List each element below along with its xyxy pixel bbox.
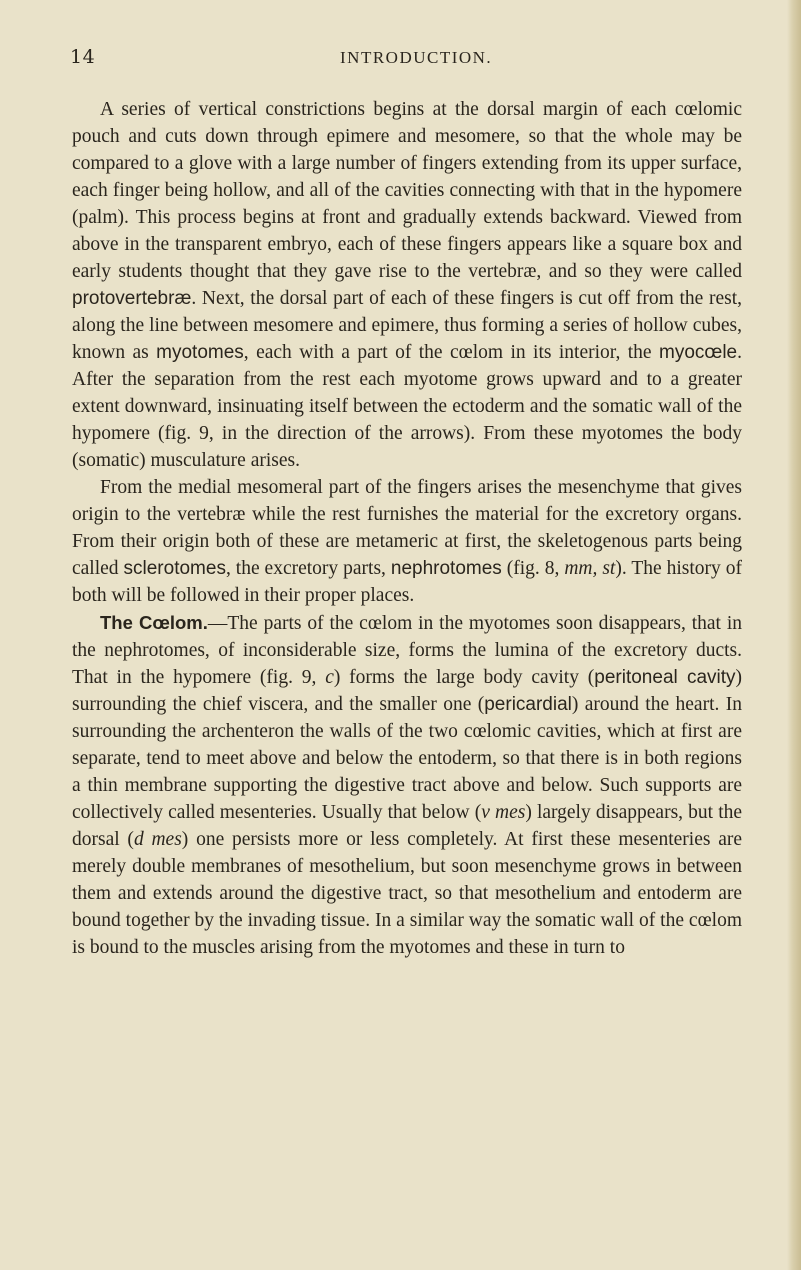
figure-label-mm-st: mm, st bbox=[564, 558, 616, 579]
figure-label-v-mes: v mes bbox=[481, 802, 526, 823]
term-nephrotomes: nephrotomes bbox=[390, 558, 502, 579]
page-edge bbox=[787, 0, 801, 1270]
figure-label-d-mes: d mes bbox=[133, 829, 182, 850]
text-segment: From the medial mesomeral part of the fingers arises the mesenchyme that gives origin to the vertebræ while the rest furnishes the material for the excretory organs. From their origin both of these are metameric at first, the skeletogenous parts being called bbox=[72, 477, 742, 579]
page-header bbox=[0, 46, 801, 76]
paragraph-mesenchyme bbox=[72, 474, 742, 609]
term-protovertebrae: protovertebræ bbox=[72, 288, 192, 309]
paragraph-vertical-constrictions bbox=[72, 96, 742, 474]
running-head: INTRODUCTION. bbox=[340, 48, 493, 67]
text-segment: ). The history of both will be followed in their proper places. bbox=[72, 558, 742, 606]
text-segment: ) around the heart. In surrounding the archenteron the walls of the two cœlomic cavities, which at first are separate, tend to meet above and below the entoderm, so that there is in both regions a thin membrane supporting the digestive tract above and below. Such supports are collectively called mesenteries. Usually that below ( bbox=[72, 694, 742, 823]
page-number: 14 bbox=[70, 46, 96, 68]
text-segment: A series of vertical constrictions begins at the dorsal margin of each cœlomic pouch and cuts down through epimere and mesomere, so that the whole may be compared to a glove with a large number of fingers extending from its upper surface, each finger being hollow, and all of the cavities connecting with that in the hypomere (palm). This process begins at front and gradually extends backward. Viewed from above in the transparent embryo, each of these fingers appears like a square box and early students thought that they gave rise to the vertebræ, and so they were called bbox=[72, 99, 742, 282]
text-segment: . Next, the dorsal part of each of these fingers is cut off from the rest, along the line between mesomere and epimere, thus forming a series of hollow cubes, known as bbox=[72, 288, 742, 363]
term-peritoneal-cavity: peritoneal cavity bbox=[594, 667, 736, 688]
figure-label-c: c bbox=[325, 667, 334, 688]
section-heading-coelom: The Cœlom. bbox=[100, 612, 208, 633]
text-segment: ) largely disappears, but the dorsal ( bbox=[72, 802, 743, 850]
text-segment: , the excretory parts, bbox=[225, 558, 391, 579]
term-myocoele: myocœle bbox=[659, 342, 738, 363]
term-sclerotomes: sclerotomes bbox=[123, 558, 226, 579]
text-segment: (fig. 8, bbox=[501, 558, 565, 579]
term-pericardial: pericardial bbox=[484, 694, 572, 715]
text-segment: , each with a part of the cœlom in its interior, the bbox=[243, 342, 659, 363]
text-segment: ) surrounding the chief viscera, and the smaller one ( bbox=[72, 667, 743, 715]
body-text bbox=[72, 96, 742, 961]
text-segment: . After the separation from the rest each myotome grows upward and to a greater extent downward, insinuating itself between the ectoderm and the somatic wall of the hypomere (fig. 9, in the direction of the arrows). From these myotomes the body (somatic) musculature arises. bbox=[72, 342, 742, 471]
text-segment: ) one persists more or less completely. At first these mesenteries are merely double membranes of mesothelium, but soon mesenchyme grows in between them and extends around the digestive tract, so that mesothelium and entoderm are bound together by the invading tissue. In a similar way the somatic wall of the cœlom is bound to the muscles arising from the myotomes and these in turn to bbox=[72, 829, 743, 958]
paragraph-coelom bbox=[72, 609, 742, 961]
term-myotomes: myotomes bbox=[156, 342, 244, 363]
text-segment: ) forms the large body cavity ( bbox=[333, 667, 595, 688]
text-segment: —The parts of the cœlom in the myotomes soon disappears, that in the nephrotomes, of inconsiderable size, forms the lumina of the excretory ducts. That in the hypomere (fig. 9, bbox=[72, 613, 742, 688]
